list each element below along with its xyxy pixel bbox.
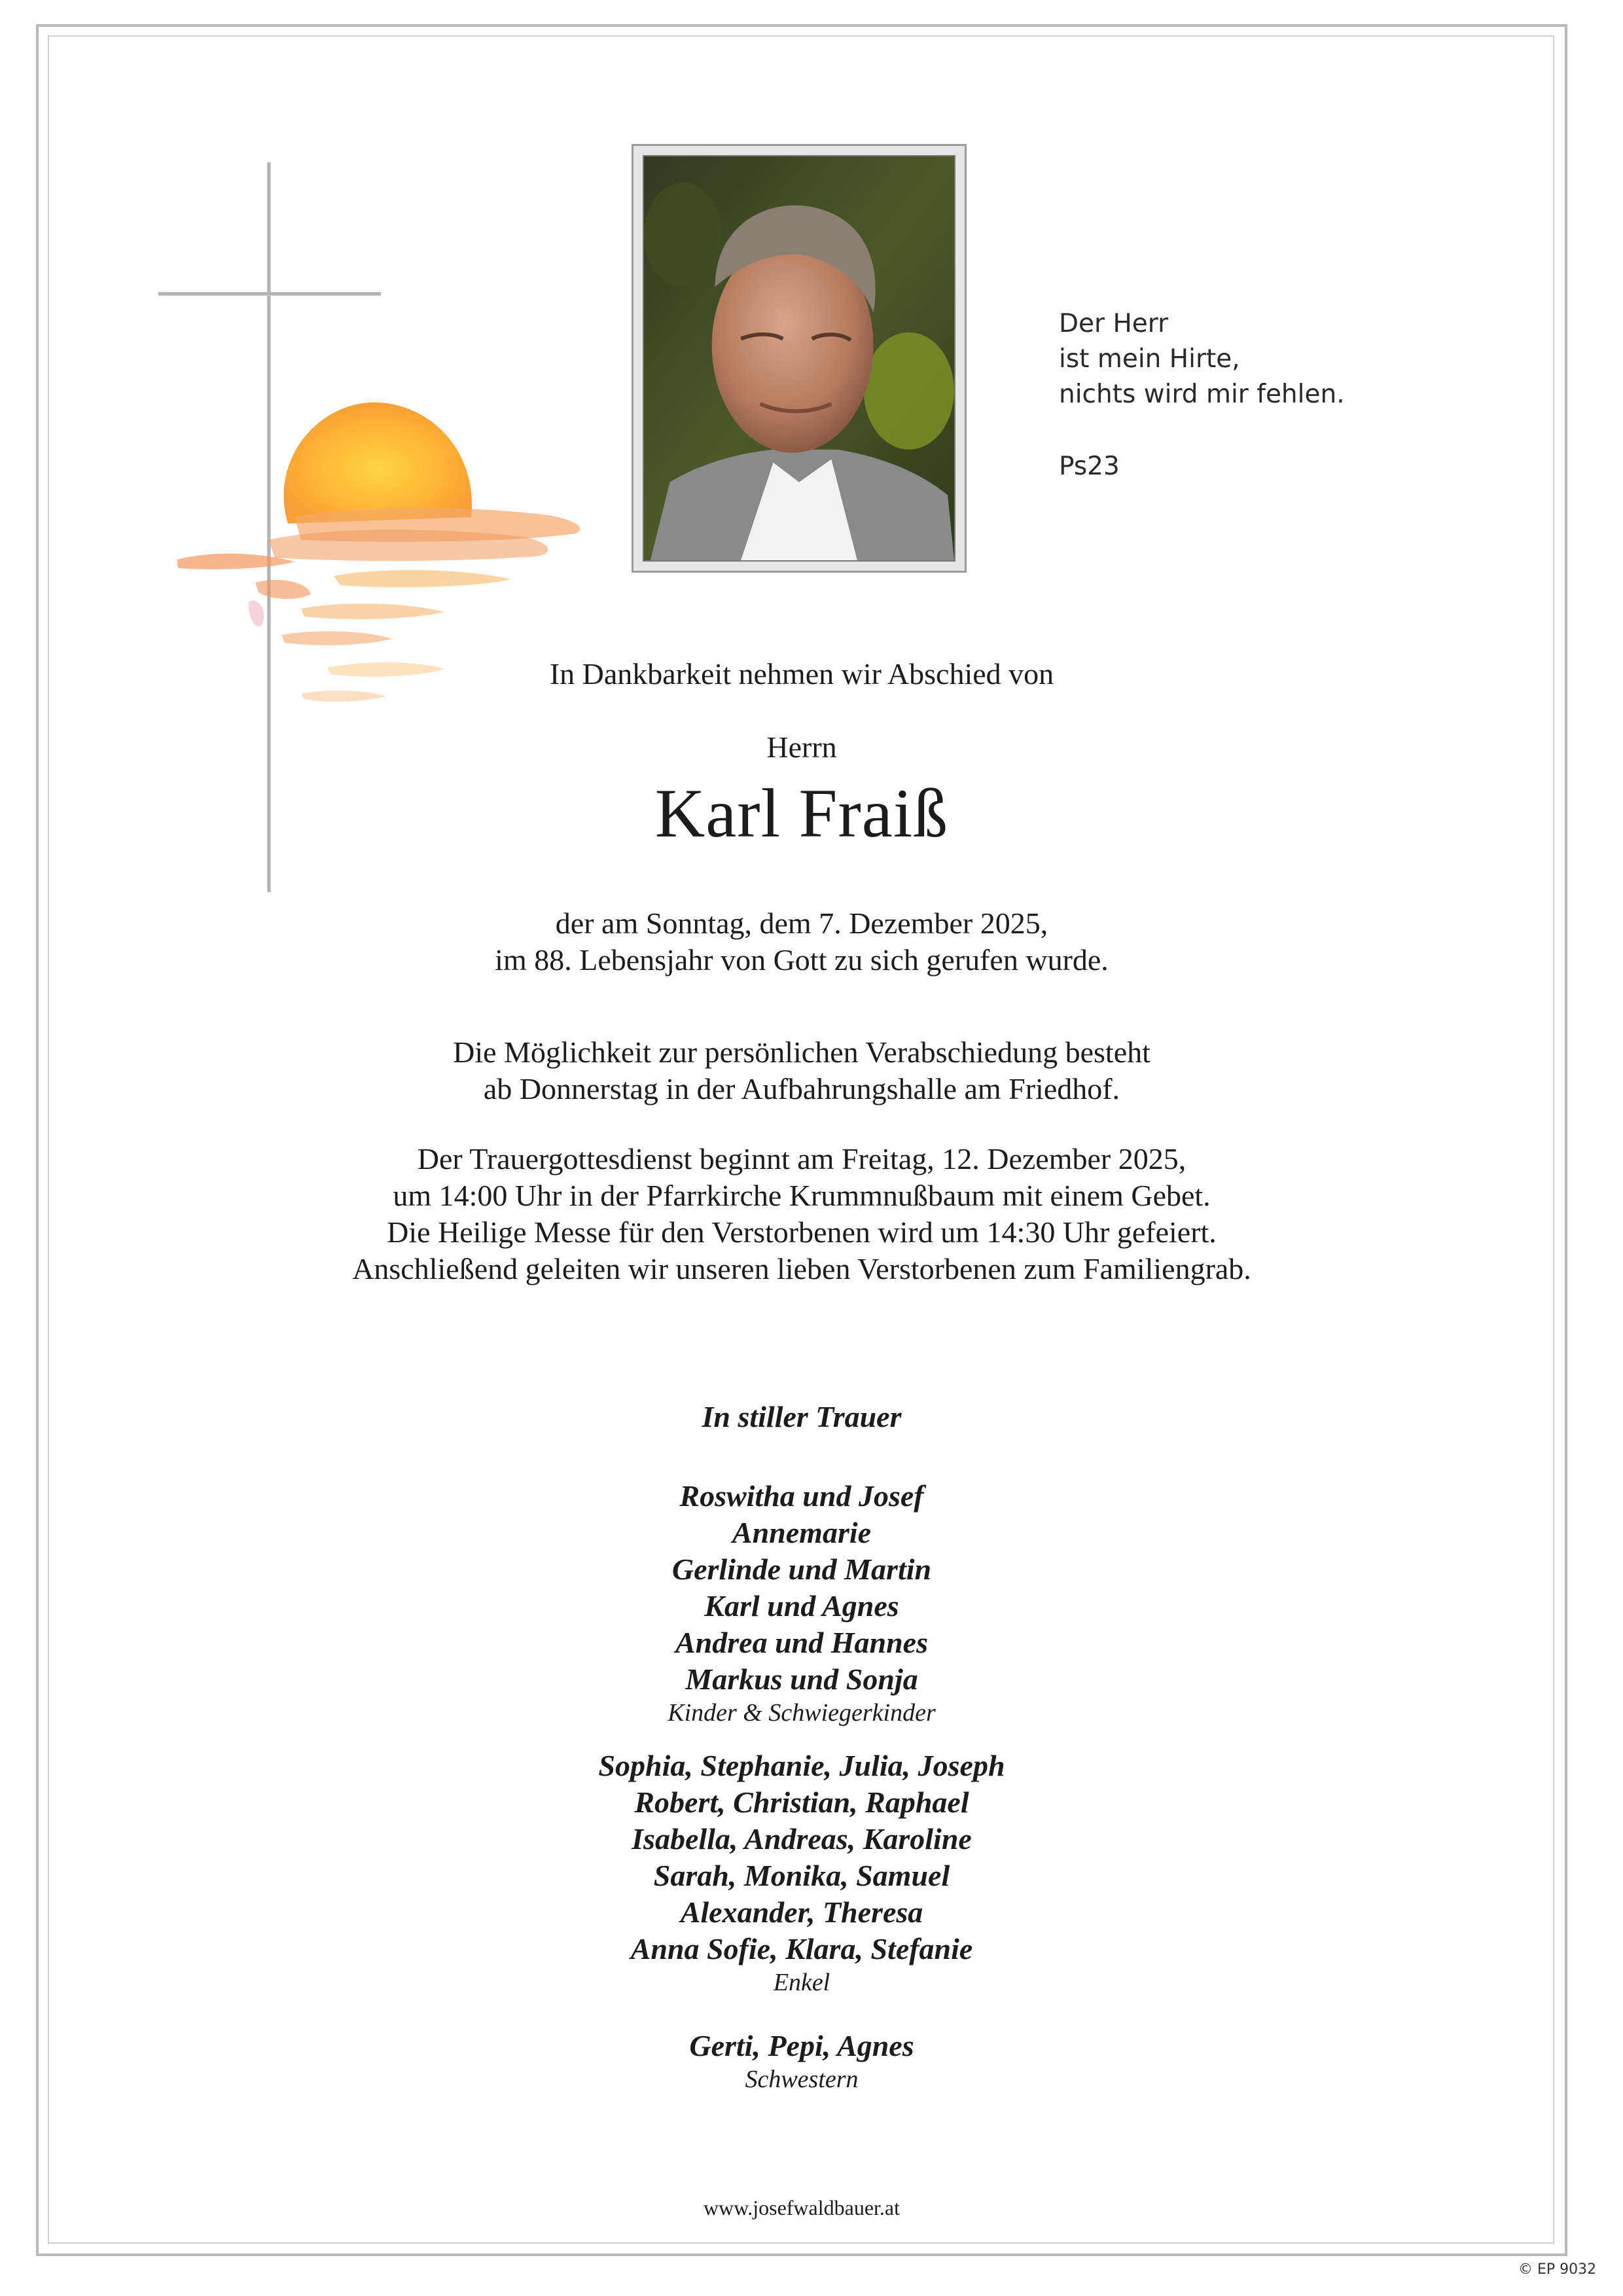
mourner-names: Sarah, Monika, Samuel [653, 1859, 950, 1892]
death-paragraph [0, 905, 1603, 978]
intro-text: In Dankbarkeit nehmen wir Abschied von [549, 657, 1054, 691]
family-group-children [0, 1478, 1603, 1728]
relation-label: Kinder & Schwiegerkinder [668, 1699, 936, 1727]
mourning-heading: In stiller Trauer [702, 1400, 902, 1433]
mourner-names: Gerlinde und Martin [671, 1552, 932, 1586]
deceased-name: Karl Fraiß [654, 775, 949, 852]
psalm-line: Der Herr [1059, 309, 1169, 338]
relation-label: Schwestern [745, 2066, 859, 2093]
paragraph-line: Der Trauergottesdienst beginnt am Freitag, 12. Dezember 2025, [417, 1142, 1186, 1175]
paragraph-line: der am Sonntag, dem 7. Dezember 2025, [555, 906, 1048, 940]
paragraph-line: um 14:00 Uhr in der Pfarrkirche Krummnußbaum mit einem Gebet. [393, 1179, 1211, 1212]
salutation: Herrn [766, 730, 837, 764]
paragraph-line: Anschließend geleiten wir unseren lieben Verstorbenen zum Familiengrab. [352, 1252, 1251, 1285]
viewing-paragraph [0, 1034, 1603, 1107]
mourner-names: Roswitha und Josef [679, 1479, 924, 1513]
mourner-names: Karl und Agnes [704, 1589, 899, 1623]
mourner-names: Annemarie [732, 1516, 872, 1549]
mourner-names: Sophia, Stephanie, Julia, Joseph [598, 1749, 1005, 1782]
psalm-line: ist mein Hirte, [1059, 344, 1240, 374]
mourner-names: Isabella, Andreas, Karoline [632, 1822, 972, 1856]
portrait-photo [643, 155, 955, 562]
cross-horizontal-beam [158, 292, 381, 296]
paragraph-line: ab Donnerstag in der Aufbahrungshalle am Friedhof. [483, 1072, 1120, 1105]
mourner-names: Andrea und Hannes [675, 1626, 928, 1659]
mourner-names: Robert, Christian, Raphael [634, 1785, 969, 1819]
family-group-grandchildren [0, 1748, 1603, 1998]
psalm-quote [1059, 306, 1345, 412]
mourner-names: Anna Sofie, Klara, Stefanie [630, 1932, 973, 1965]
copyright-note: © EP 9032 [1518, 2261, 1597, 2278]
portrait-photo-frame [632, 144, 967, 573]
service-paragraph [0, 1141, 1603, 1287]
family-group-sisters [0, 2028, 1603, 2094]
psalm-reference: Ps23 [1059, 452, 1120, 481]
relation-label: Enkel [773, 1969, 830, 1996]
mourner-names: Markus und Sonja [685, 1662, 918, 1696]
mourner-names: Alexander, Theresa [680, 1895, 923, 1929]
website-link[interactable]: www.josefwaldbauer.at [703, 2196, 901, 2219]
paragraph-line: Die Möglichkeit zur persönlichen Verabschiedung besteht [453, 1035, 1150, 1069]
mourner-names: Gerti, Pepi, Agnes [689, 2029, 914, 2062]
paragraph-line: Die Heilige Messe für den Verstorbenen wird um 14:30 Uhr gefeiert. [387, 1215, 1217, 1249]
psalm-line: nichts wird mir fehlen. [1059, 380, 1345, 409]
paragraph-line: im 88. Lebensjahr von Gott zu sich gerufen wurde. [495, 943, 1109, 977]
